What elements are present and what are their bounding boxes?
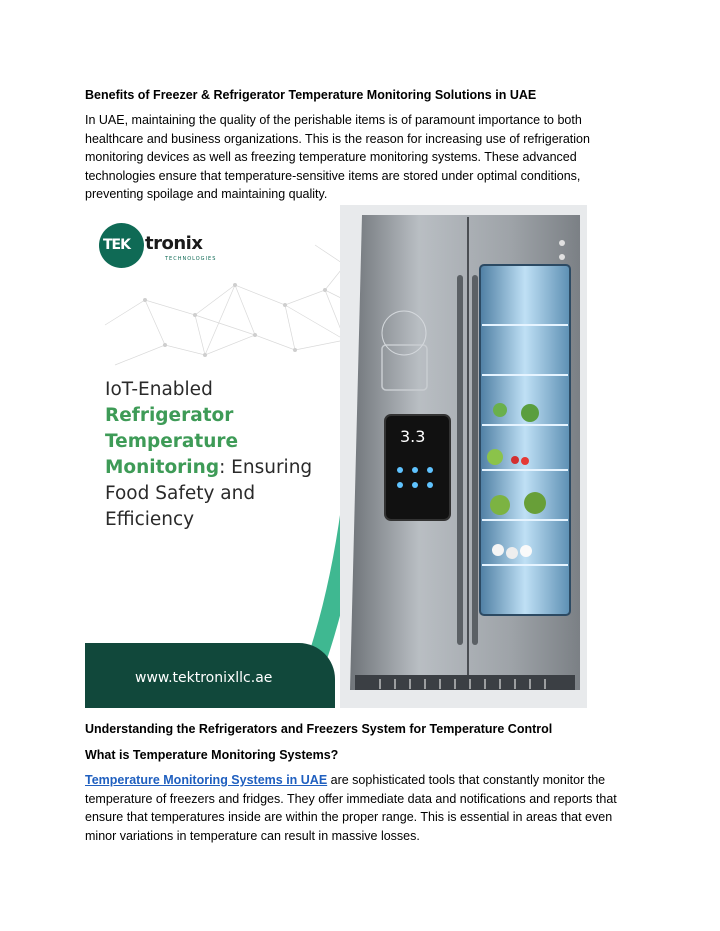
- paragraph-intro: In UAE, maintaining the quality of the perishable items is of paramount importance to both healthcare and business organizations. This is the reason for increasing use of refrigeration monitoring devices as well as freezing temperature monitoring systems. These advanced technologies ensure that temperature-sensitive items are stored under optimal conditions, preventing spoilage and maintaining quality.: [85, 113, 590, 202]
- title-line-5: Food Safety and: [105, 483, 256, 504]
- title-line-6: Efficiency: [105, 509, 195, 530]
- banner-url: www.tektronixllc.ae: [135, 670, 273, 686]
- heading-understanding: Understanding the Refrigerators and Freezers System for Temperature Control: [85, 722, 553, 736]
- logo-mark: TEK: [103, 237, 130, 253]
- heading-benefits: Benefits of Freezer & Refrigerator Temperature Monitoring Solutions in UAE: [85, 88, 537, 102]
- promo-banner-image: [85, 205, 587, 708]
- paragraph-systems: [85, 771, 640, 845]
- display-reading: 3.3: [400, 427, 426, 446]
- title-line-2: Refrigerator: [105, 405, 234, 426]
- title-line-1: IoT-Enabled: [105, 379, 213, 400]
- link-temperature-monitoring-systems[interactable]: Temperature Monitoring Systems in UAE: [85, 773, 328, 787]
- heading-what-is: What is Temperature Monitoring Systems?: [85, 748, 339, 762]
- paragraph-systems-text: are sophisticated tools that constantly monitor the temperature of freezers and fridges. They offer immediate data and notifications and reports that ensure that temperatures inside are within the proper range. This is essential in areas that even minor variations in temperature can result in massive losses.: [85, 773, 617, 843]
- logo-wordmark: tronix: [145, 233, 203, 254]
- tektronix-logo: [99, 223, 217, 268]
- title-line-3: Temperature: [105, 431, 239, 452]
- title-line-4a: Monitoring: [105, 457, 220, 478]
- banner-title: [105, 377, 365, 533]
- title-line-4b: : Ensuring: [219, 457, 313, 478]
- refrigerator-illustration: [340, 205, 587, 708]
- logo-subtitle: TECHNOLOGIES: [165, 256, 217, 262]
